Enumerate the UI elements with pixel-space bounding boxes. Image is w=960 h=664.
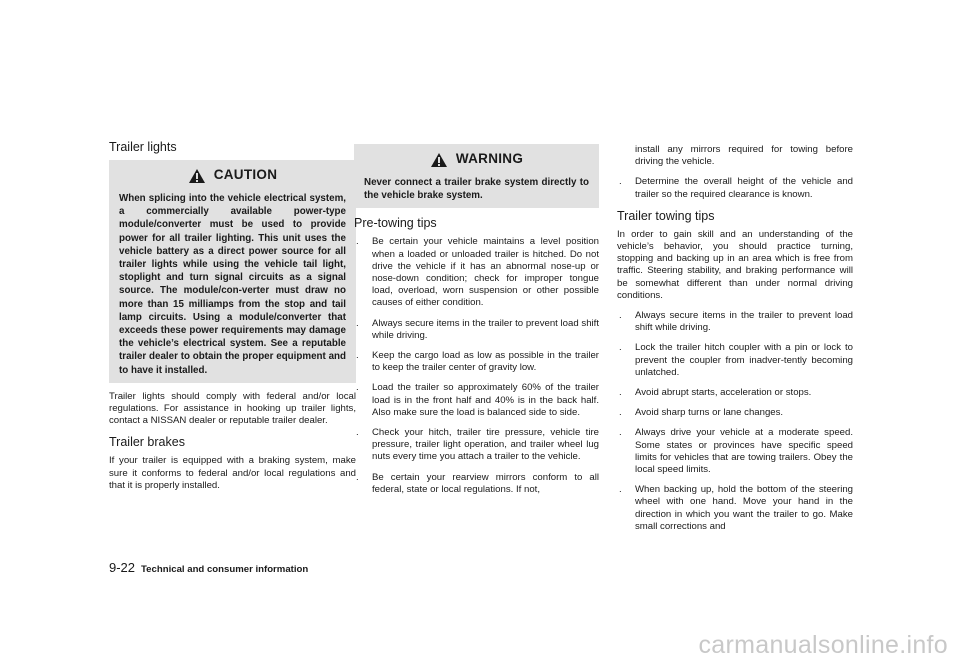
caution-header [109, 160, 356, 190]
bullet-mark: . [619, 342, 622, 354]
towing-tips-paragraph: In order to gain skill and an understanding of the vehicle’s behavior, you should practice turning, stopping and backing up in an area which is free from traffic. Steering stability, and braking performance will be somewhat different than under normal driving conditions. [617, 228, 853, 301]
section-title: Technical and consumer information [141, 564, 309, 575]
heading-trailer-brakes: Trailer brakes [109, 435, 185, 450]
caution-body: When splicing into the vehicle electrical system, a commercially available power-type module/converter must be used to provide power for all trailer lighting. This unit uses the vehicle battery as a direct power source for all trailer lights while using the vehicle tail light, stoplight and turn signal circuits as a signal source. The module/con-verter must draw no more than 15 milliamps from the stop and tail lamp circuits. Using a module/converter that exceeds these power requirements may damage the vehicle’s electrical system. See a reputable trailer dealer to obtain the proper equipment and to have it installed. [119, 193, 346, 376]
list-item: . Be certain your vehicle maintains a level position when a loaded or unloaded trailer is hitched. Do not drive the vehicle if it has an abnormal nose-up or nose-down condition; check for improper tongue load, overload, worn suspension or other possible causes of either condition. [356, 236, 599, 309]
warning-header [354, 144, 599, 174]
warning-title: WARNING [455, 151, 524, 166]
list-item: . Be certain your rearview mirrors conform to all federal, state or local regulations. If not, [356, 471, 599, 495]
list-item: . Load the trailer so approximately 60% of the trailer load is in the front half and 40% is in the back half. Also make sure the load is balanced side to side. [356, 382, 599, 418]
list-item: . Avoid sharp turns or lane changes. [619, 407, 784, 419]
bullet-mark: . [619, 484, 622, 496]
list-item: . Always secure items in the trailer to prevent load shift while driving. [619, 310, 853, 334]
pre-towing-list [354, 236, 599, 496]
list-item: . Determine the overall height of the vehicle and trailer so the required clearance is known. [619, 176, 853, 200]
warning-triangle-icon [188, 168, 206, 184]
pre-towing-list-continued [617, 144, 853, 201]
bullet-mark: . [356, 427, 359, 439]
list-item-continued: install any mirrors required for towing before driving the vehicle. [635, 144, 853, 168]
bullet-mark: . [619, 407, 622, 419]
list-item: . Always drive your vehicle at a moderate speed. Some states or provinces have specific speed limits for vehicles that are towing trailers. Obey the local speed limits. [619, 427, 853, 476]
column-3 [617, 144, 853, 541]
warning-title-wrap [430, 144, 523, 174]
heading-trailer-lights: Trailer lights [109, 140, 177, 154]
heading-trailer-towing-tips: Trailer towing tips [617, 208, 715, 223]
page-number: 9-22 [109, 560, 136, 575]
bullet-mark: . [619, 310, 622, 322]
caution-title: CAUTION [213, 167, 278, 182]
bullet-mark: . [356, 317, 359, 329]
list-item: . Always secure items in the trailer to prevent load shift while driving. [356, 317, 599, 341]
bullet-mark: . [619, 387, 622, 399]
warning-box [354, 144, 599, 208]
list-item: . Lock the trailer hitch coupler with a pin or lock to prevent the coupler from inadver-tently becoming unlatched. [619, 342, 853, 378]
bullet-mark: . [356, 382, 359, 394]
towing-tips-list [617, 310, 853, 533]
trailer-brakes-paragraph: If your trailer is equipped with a braking system, make sure it conforms to federal and/or local regulations and that it is properly installed. [109, 455, 356, 491]
bullet-mark: . [356, 471, 359, 483]
list-item: . When backing up, hold the bottom of the steering wheel with one hand. Move your hand in the direction in which you want the trailer to go. Make small corrections and [619, 484, 853, 532]
bullet-mark: . [356, 236, 359, 248]
list-item: . Avoid abrupt starts, acceleration or stops. [619, 387, 812, 399]
bullet-mark: . [619, 427, 622, 439]
warning-body: Never connect a trailer brake system directly to the vehicle brake system. [364, 177, 589, 202]
column-2 [354, 144, 599, 504]
list-item: . Check your hitch, trailer tire pressure, vehicle tire pressure, trailer light operation, and trailer wheel lug nuts every time you attach a trailer to the vehicle. [356, 427, 599, 463]
trailer-lights-paragraph: Trailer lights should comply with federal and/or local regulations. For assistance in hooking up trailer lights, contact a NISSAN dealer or reputable trailer dealer. [109, 390, 356, 427]
caution-box [109, 160, 356, 383]
list-item: . Keep the cargo load as low as possible in the trailer to keep the trailer center of gravity low. [356, 350, 599, 374]
caution-title-wrap [188, 160, 278, 190]
page-footer [109, 560, 308, 575]
heading-pre-towing-tips: Pre-towing tips [354, 216, 437, 231]
warning-triangle-icon [430, 152, 448, 168]
watermark-link[interactable]: carmanualsonline.info [698, 631, 948, 659]
bullet-mark: . [356, 350, 359, 362]
column-1 [109, 140, 356, 500]
bullet-mark: . [619, 176, 622, 188]
